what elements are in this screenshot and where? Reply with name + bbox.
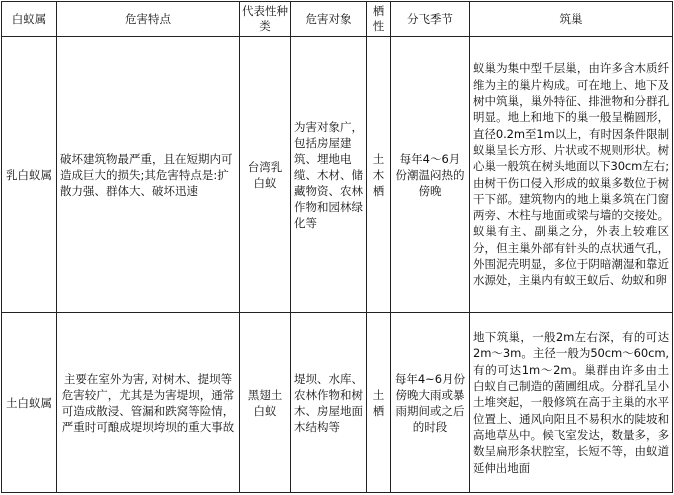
damage-cell: 主要在室外为害, 对树木、提坝等危害较广，尤其是为害堤坝，通常可造成散浸、管漏和跌窝等险情，严重时可酿成堤坝垮坝的重大事故 [57, 313, 240, 493]
species-cell: 黑翅土白蚁 [240, 313, 291, 493]
habitat-cell: 土木栖 [367, 37, 391, 313]
targets-cell: 堤坝、水库、农林作物和树木、房屋地面木结构等 [291, 313, 367, 493]
header-species: 代表性种类 [240, 2, 291, 37]
header-damage: 危害特点 [57, 2, 240, 37]
nest-cell: 地下筑巢，一般2m左右深，有的可达2m～3m。主径一般为50cm～60cm,有的可达1m～2m。巢群由许多由土白蚁自己制造的菌圃组成。分群孔呈小土堆突起，一般修筑在高于主巢的水平位置上、通风向阳且不易积水的陡坡和高地草丛中。候飞室发达，数量多，多数呈扁形条状腔室，长短不等，由蚁道延伸出地面 [470, 313, 673, 493]
swarming-cell: 每年4～6月份潮温闷热的傍晚 [391, 37, 470, 313]
header-row [2, 2, 673, 37]
header-swarming: 分飞季节 [391, 2, 470, 37]
swarming-cell: 每年4~6月份傍晚大雨或暴雨期间或之后的时段 [391, 313, 470, 493]
damage-cell: 破坏建筑物最严重，且在短期内可造成巨大的损失;其危害特点是:扩散力强、群体大、破坏迅速 [57, 37, 240, 313]
header-genus: 白蚁属 [2, 2, 57, 37]
header-nest: 筑巢 [470, 2, 673, 37]
header-targets: 危害对象 [291, 2, 367, 37]
table-row [2, 37, 673, 313]
header-habitat: 栖性 [367, 2, 391, 37]
targets-cell: 为害对象广，包括房屋建筑、埋地电缆、木材、储藏物资、农林作物和园林绿化等 [291, 37, 367, 313]
species-cell: 台湾乳白蚁 [240, 37, 291, 313]
genus-cell: 土白蚁属 [2, 313, 57, 493]
table-row [2, 313, 673, 493]
nest-cell: 蚁巢为集中型千层巢，由许多含木质纤维为主的巢片构成。可在地上、地下及树中筑巢，巢外特征、排泄物和分群孔明显。地上和地下的巢一般呈椭圆形，直径0.2m至1m以上，有时因条件限制蚁巢呈长方形、片状或不规则形状。树心巢一般筑在树头地面以下30cm左右;由树干伤口侵入形成的蚁巢多数位于树干下部。建筑物内的地上巢多筑在门窗两旁、木柱与地面或梁与墙的交接处。蚁巢有主、副巢之分，外表上较难区分，但主巢外部有针头的点状通气孔，外围泥壳明显，多位于阴暗潮湿和靠近水源处，主巢内有蚁王蚁后、幼蚁和卵 [470, 37, 673, 313]
ant-comparison-table [1, 1, 673, 493]
habitat-cell: 土栖 [367, 313, 391, 493]
genus-cell: 乳白蚁属 [2, 37, 57, 313]
